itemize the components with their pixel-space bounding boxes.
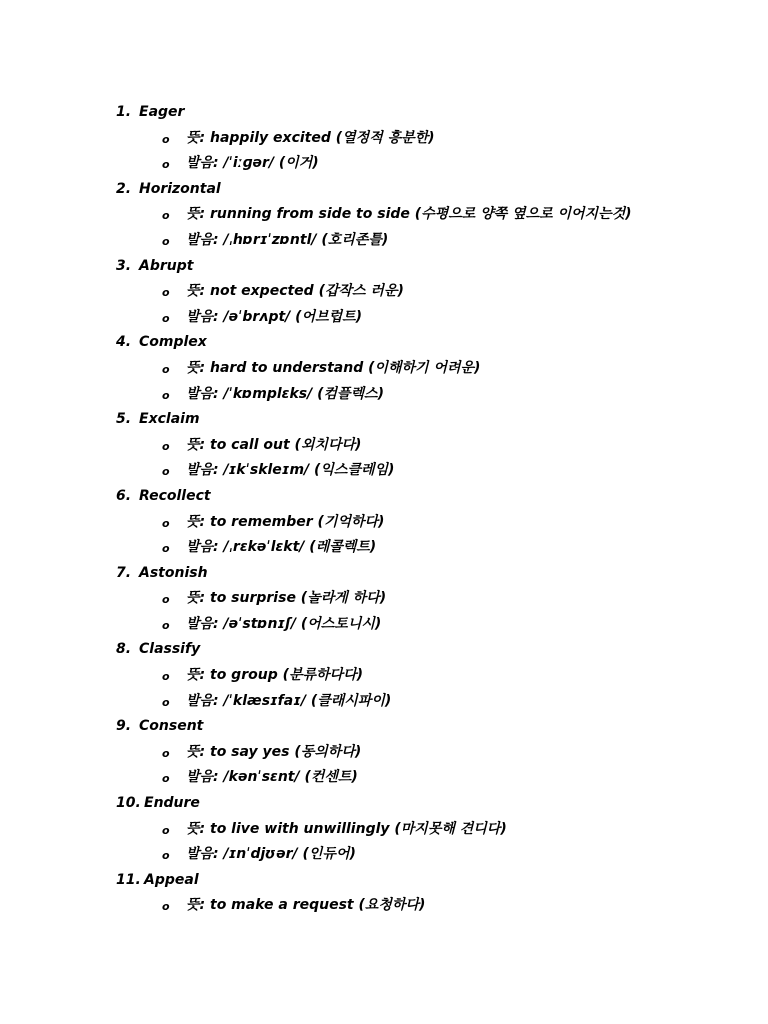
vocab-entry-title — [116, 868, 736, 894]
entry-pronunciation-line — [116, 382, 736, 408]
entry-pronunciation-line — [116, 458, 736, 484]
entry-number: 10. — [116, 795, 141, 812]
entry-word: Complex — [139, 334, 207, 351]
entry-meaning-line — [116, 356, 736, 382]
bullet-icon: o — [162, 618, 170, 632]
entry-pronunciation: 발음: /ɪkˈskleɪm/ (익스클레임) — [186, 462, 395, 479]
entry-meaning-line — [116, 126, 736, 152]
entry-meaning-line — [116, 893, 736, 919]
entry-number: 11. — [116, 871, 141, 888]
entry-meaning-line — [116, 663, 736, 689]
entry-number: 4. — [116, 334, 132, 351]
bullet-icon: o — [162, 593, 170, 607]
entry-word: Recollect — [139, 487, 211, 504]
entry-word: Exclaim — [139, 411, 200, 428]
bullet-icon: o — [162, 772, 170, 786]
vocab-entry-title — [116, 407, 736, 433]
entry-pronunciation: 발음: /ɪnˈdjʊər/ (인듀어) — [186, 846, 356, 863]
entry-pronunciation-line — [116, 689, 736, 715]
entry-number: 1. — [116, 104, 132, 120]
entry-pronunciation: 발음: /ˈklæsɪfaɪ/ (클래시파이) — [186, 692, 392, 709]
entry-meaning: 뜻: to surprise (놀라게 하다) — [186, 590, 387, 607]
bullet-icon: o — [162, 132, 170, 146]
entry-pronunciation-line — [116, 151, 736, 177]
entry-word: Abrupt — [139, 257, 194, 274]
bullet-icon: o — [162, 465, 170, 479]
bullet-icon: o — [162, 542, 170, 556]
entry-meaning: 뜻: to group (분류하다다) — [186, 667, 364, 684]
vocab-entry-title — [116, 791, 736, 817]
entry-pronunciation-line — [116, 535, 736, 561]
entry-pronunciation-line — [116, 612, 736, 638]
entry-number: 7. — [116, 564, 132, 581]
entry-meaning-line — [116, 740, 736, 766]
bullet-icon: o — [162, 695, 170, 709]
entry-meaning: 뜻: to remember (기억하다) — [186, 513, 385, 530]
entry-word: Horizontal — [139, 180, 221, 197]
entry-meaning: 뜻: to say yes (동의하다) — [186, 743, 362, 760]
entry-meaning: 뜻: running from side to side (수평으로 양쪽 옆으로 이어지는것) — [186, 206, 632, 223]
vocab-entry-title — [116, 330, 736, 356]
bullet-icon: o — [162, 311, 170, 325]
bullet-icon: o — [162, 286, 170, 300]
entry-pronunciation: 발음: /ˌhɒrɪˈzɒntl/ (호리존틀) — [186, 231, 389, 248]
entry-word: Eager — [139, 104, 185, 120]
entry-pronunciation: 발음: /əˈbrʌpt/ (어브럽트) — [186, 308, 363, 325]
entry-pronunciation-line — [116, 842, 736, 868]
entry-meaning-line — [116, 279, 736, 305]
entry-meaning-line — [116, 817, 736, 843]
bullet-icon: o — [162, 516, 170, 530]
entry-pronunciation-line — [116, 228, 736, 254]
entry-pronunciation: 발음: /kənˈsɛnt/ (컨센트) — [186, 769, 358, 786]
vocab-entry-title — [116, 484, 736, 510]
entry-number: 9. — [116, 718, 132, 735]
entry-meaning-line — [116, 586, 736, 612]
entry-number: 5. — [116, 411, 132, 428]
entry-meaning: 뜻: to live with unwillingly (마지못해 견디다) — [186, 820, 507, 837]
vocab-entry-title — [116, 714, 736, 740]
bullet-icon: o — [162, 209, 170, 223]
bullet-icon: o — [162, 746, 170, 760]
entry-meaning-line — [116, 510, 736, 536]
entry-meaning: 뜻: to make a request (요청하다) — [186, 897, 426, 914]
entry-pronunciation: 발음: /ˈiːɡər/ (이거) — [186, 155, 319, 172]
bullet-icon: o — [162, 388, 170, 402]
entry-word: Appeal — [144, 871, 199, 888]
bullet-icon: o — [162, 823, 170, 837]
vocab-entry-title — [116, 637, 736, 663]
entry-meaning: 뜻: not expected (갑작스 러운) — [186, 283, 404, 300]
entry-pronunciation: 발음: /ˈkɒmplɛks/ (컴플렉스) — [186, 385, 384, 402]
entry-number: 3. — [116, 257, 132, 274]
entry-meaning: 뜻: happily excited (열정적 흥분한) — [186, 129, 435, 146]
bullet-icon: o — [162, 900, 170, 914]
vocab-entry-title — [116, 177, 736, 203]
entry-number: 8. — [116, 641, 132, 658]
entry-number: 6. — [116, 487, 132, 504]
entry-word: Endure — [144, 795, 200, 812]
bullet-icon: o — [162, 670, 170, 684]
entry-pronunciation: 발음: /əˈstɒnɪʃ/ (어스토니시) — [186, 615, 382, 632]
entry-pronunciation: 발음: /ˌrɛkəˈlɛkt/ (레콜렉트) — [186, 539, 377, 556]
entry-meaning-line — [116, 202, 736, 228]
bullet-icon: o — [162, 234, 170, 248]
entry-meaning: 뜻: hard to understand (이해하기 어려운) — [186, 359, 481, 376]
entry-word: Classify — [139, 641, 201, 658]
entry-meaning-line — [116, 433, 736, 459]
bullet-icon: o — [162, 362, 170, 376]
entry-word: Consent — [139, 718, 204, 735]
bullet-icon: o — [162, 158, 170, 172]
entry-meaning: 뜻: to call out (외치다다) — [186, 436, 362, 453]
bullet-icon: o — [162, 439, 170, 453]
vocabulary-list — [116, 100, 736, 919]
bullet-icon: o — [162, 849, 170, 863]
entry-word: Astonish — [139, 564, 208, 581]
entry-pronunciation-line — [116, 305, 736, 331]
vocab-entry-title — [116, 254, 736, 280]
vocab-entry-title — [116, 100, 736, 126]
entry-number: 2. — [116, 180, 132, 197]
entry-pronunciation-line — [116, 765, 736, 791]
vocab-entry-title — [116, 561, 736, 587]
